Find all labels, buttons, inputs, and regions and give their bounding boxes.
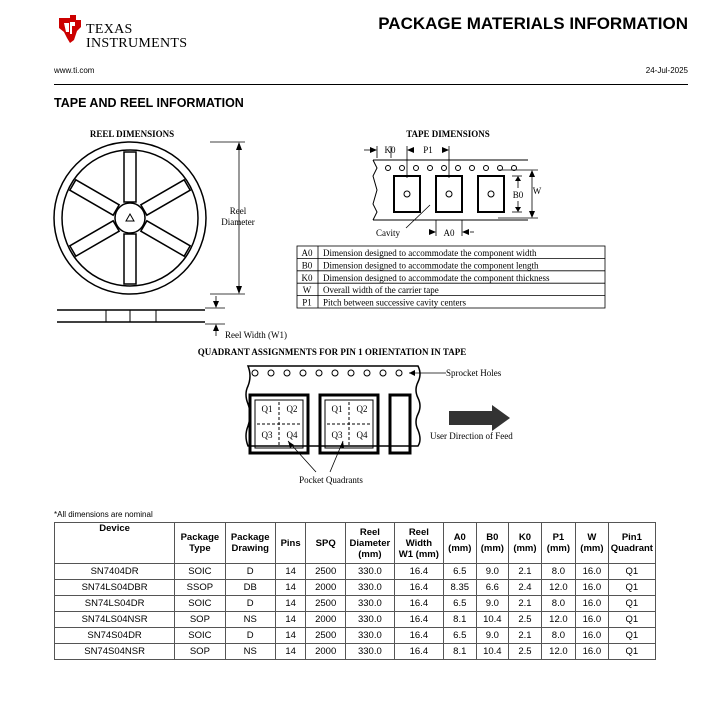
quadrant-heading: QUADRANT ASSIGNMENTS FOR PIN 1 ORIENTATION IN TAPE [197,347,467,357]
table-cell: 16.4 [394,644,443,660]
table-cell: NS [225,612,275,628]
document-title: PACKAGE MATERIALS INFORMATION [378,14,688,33]
section-title: TAPE AND REEL INFORMATION [54,96,244,110]
legend-desc: Dimension designed to accommodate the component width [323,248,537,258]
column-header [443,523,476,564]
table-cell: 8.35 [443,580,476,596]
table-cell: 14 [275,580,305,596]
reel-width-label: Reel Width (W1) [225,330,287,340]
table-cell: Q1 [608,596,655,612]
column-header-line: K0 [518,532,531,543]
tape-strip-icon [373,160,528,220]
table-cell: 14 [275,564,305,580]
table-cell: SOIC [175,596,225,612]
table-cell: 8.0 [541,596,575,612]
column-header-line: Pin1 [621,532,642,543]
logo-text-instruments: INSTRUMENTS [86,36,188,51]
column-header [509,523,542,564]
table-cell: SN74LS04DR [55,596,175,612]
legend-key: K0 [301,272,313,283]
table-cell: 16.0 [576,628,609,644]
nominal-note: *All dimensions are nominal [54,510,153,519]
table-cell: 14 [275,596,305,612]
table-cell: SOP [175,644,225,660]
table-cell: 8.1 [443,644,476,660]
legend-desc: Pitch between successive cavity centers [323,297,466,308]
table-header-row [55,523,656,564]
legend-desc: Overall width of the carrier tape [323,285,439,296]
document-date: 24-Jul-2025 [645,66,688,75]
table-cell: 6.6 [476,580,509,596]
table-cell: 2.5 [509,644,542,660]
legend-key: P1 [302,297,312,308]
table-cell: Q1 [608,564,655,580]
column-header-line: (mm) [480,543,504,554]
table-cell: 12.0 [541,612,575,628]
column-header-line: SPQ [315,537,336,549]
table-cell: 16.4 [394,612,443,628]
website-link[interactable]: www.ti.com [54,66,95,75]
a0-label: A0 [443,228,455,238]
table-row [55,628,656,644]
column-header-line: (mm) [358,548,382,560]
table-row [55,564,656,580]
column-header-line: A0 [453,532,466,543]
w-label: W [532,186,542,196]
table-cell: 6.5 [443,564,476,580]
feed-direction-label: User Direction of Feed [430,431,513,441]
column-header-line: (mm) [546,543,571,554]
table-cell: 16.4 [394,628,443,644]
table-cell: SOIC [175,628,225,644]
table-cell: 16.0 [576,580,609,596]
column-header-line: Reel [359,526,380,538]
table-row [55,596,656,612]
table-body [55,564,656,660]
reel-dimensions-heading: REEL DIMENSIONS [89,129,175,139]
table-cell: 2.1 [509,596,542,612]
table-cell: Q1 [608,644,655,660]
quadrant-q2: Q2 [286,404,298,414]
table-cell: 10.4 [476,612,509,628]
table-cell: SN74LS04NSR [55,612,175,628]
legend-key: B0 [301,260,313,271]
legend-desc: Dimension designed to accommodate the component length [323,260,539,271]
quadrant-q3: Q3 [331,430,343,440]
table-cell: NS [225,644,275,660]
table-cell: 16.0 [576,596,609,612]
table-cell: D [225,564,275,580]
table-cell: 330.0 [346,628,395,644]
dimensions-table [54,522,656,660]
table-cell: 14 [275,612,305,628]
table-cell: 12.0 [541,644,575,660]
table-cell: 2.1 [509,628,542,644]
column-header-line: Reel [408,526,429,538]
table-cell: SN7404DR [55,564,175,580]
table-cell: 330.0 [346,612,395,628]
table-cell: 14 [275,644,305,660]
legend-desc: Dimension designed to accommodate the component thickness [323,272,550,283]
table-row [55,580,656,596]
column-header-line: W [587,532,597,543]
column-header [541,523,575,564]
column-header-line: Pins [280,537,301,549]
column-header-line: B0 [486,532,499,543]
table-cell: 330.0 [346,596,395,612]
quadrant-q3: Q3 [261,430,273,440]
table-cell: DB [225,580,275,596]
table-cell: 16.0 [576,644,609,660]
k0-label: K0 [384,145,396,155]
sprocket-holes-label: Sprocket Holes [446,368,502,378]
table-cell: 2500 [306,628,346,644]
table-cell: 12.0 [541,580,575,596]
table-cell: 8.0 [541,628,575,644]
column-header-line: Width [405,537,432,549]
feed-arrow-icon [449,405,510,431]
column-header-line: Type [189,543,211,554]
quadrant-q4: Q4 [356,430,368,440]
table-cell: 8.1 [443,612,476,628]
column-header-line: (mm) [513,543,537,554]
quadrant-q2: Q2 [356,404,368,414]
table-cell: Q1 [608,612,655,628]
table-row [55,644,656,660]
legend-key: A0 [301,248,313,258]
table-cell: 16.0 [576,564,609,580]
quadrant-tape-icon [246,366,446,472]
cavity-label: Cavity [376,228,400,238]
table-cell: 9.0 [476,564,509,580]
table-cell: 2.5 [509,612,542,628]
ti-logo-icon [56,14,84,44]
header-divider [54,84,688,85]
reel-diameter-label: Reel [229,206,247,216]
table-cell: 10.4 [476,644,509,660]
table-cell: 2.4 [509,580,542,596]
table-cell: 330.0 [346,564,395,580]
table-cell: 8.0 [541,564,575,580]
column-header [306,523,346,564]
reel-diameter-label-2: Diameter [221,217,255,227]
table-cell: 6.5 [443,596,476,612]
table-cell: 16.0 [576,612,609,628]
table-cell: 16.4 [394,580,443,596]
column-header-line: W1 (mm) [398,548,439,560]
table-cell: 9.0 [476,628,509,644]
column-header-line: Quadrant [610,543,653,554]
table-cell: SSOP [175,580,225,596]
tape-reel-drawing [0,115,714,490]
reel-side-icon [57,296,225,336]
table-cell: SOP [175,612,225,628]
table-cell: Q1 [608,580,655,596]
column-header [576,523,609,564]
table-cell: 16.4 [394,596,443,612]
quadrant-q1: Q1 [261,404,273,414]
table-cell: SN74LS04DBR [55,580,175,596]
column-header-line: Device [99,523,130,534]
pocket-quadrants-label: Pocket Quadrants [299,475,363,485]
table-cell: D [225,596,275,612]
column-header [175,523,225,564]
column-header-line: Drawing [231,543,269,554]
table-cell: 330.0 [346,580,395,596]
table-cell: SN74S04NSR [55,644,175,660]
column-header [346,523,395,564]
column-header-line: Diameter [349,537,391,549]
column-header [608,523,655,564]
table-row [55,612,656,628]
column-header-line: (mm) [448,543,472,554]
column-header [476,523,509,564]
p1-label: P1 [423,145,433,155]
column-header [55,523,175,564]
table-cell: D [225,628,275,644]
column-header [394,523,443,564]
table-cell: 2500 [306,564,346,580]
table-cell: 14 [275,628,305,644]
column-header-line: (mm) [580,543,604,554]
legend-key: W [302,285,312,296]
table-cell: 16.4 [394,564,443,580]
table-cell: 2000 [306,644,346,660]
logo-text-texas: TEXAS [86,22,133,37]
column-header-line: Package [180,532,220,543]
table-cell: 330.0 [346,644,395,660]
column-header [275,523,305,564]
table-cell: 2.1 [509,564,542,580]
reel-front-icon [54,142,206,294]
table-cell: Q1 [608,628,655,644]
b0-label: B0 [512,190,524,200]
table-cell: 2000 [306,612,346,628]
table-cell: 2000 [306,580,346,596]
table-cell: SN74S04DR [55,628,175,644]
table-cell: 6.5 [443,628,476,644]
quadrant-q1: Q1 [331,404,343,414]
table-cell: 9.0 [476,596,509,612]
column-header-line: Package [230,532,270,543]
table-cell: SOIC [175,564,225,580]
column-header [225,523,275,564]
table-cell: 2500 [306,596,346,612]
tape-dimensions-heading: TAPE DIMENSIONS [406,129,490,139]
column-header-line: P1 [552,532,565,543]
quadrant-q4: Q4 [286,430,298,440]
